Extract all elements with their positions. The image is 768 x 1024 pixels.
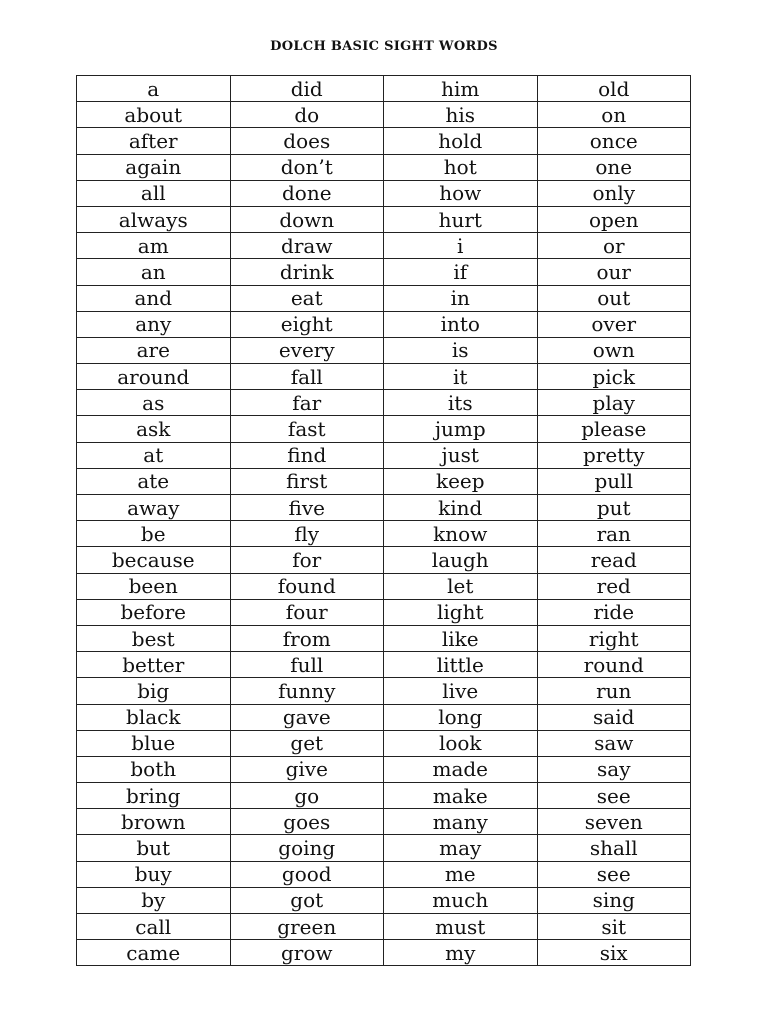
word-cell: but xyxy=(77,835,231,861)
word-cell: eat xyxy=(230,285,384,311)
word-cell: sing xyxy=(537,887,691,913)
word-cell: jump xyxy=(384,416,538,442)
word-cell: hot xyxy=(384,154,538,180)
word-cell: both xyxy=(77,756,231,782)
word-cell: far xyxy=(230,390,384,416)
word-cell: me xyxy=(384,861,538,887)
word-cell: must xyxy=(384,914,538,940)
word-cell: four xyxy=(230,599,384,625)
word-cell: goes xyxy=(230,809,384,835)
word-cell: is xyxy=(384,337,538,363)
word-cell: after xyxy=(77,128,231,154)
word-cell: sit xyxy=(537,914,691,940)
table-row xyxy=(77,128,691,154)
table-row xyxy=(77,730,691,756)
table-row xyxy=(77,521,691,547)
word-cell: shall xyxy=(537,835,691,861)
word-cell: brown xyxy=(77,809,231,835)
table-row xyxy=(77,678,691,704)
word-cell: are xyxy=(77,337,231,363)
word-cell: all xyxy=(77,180,231,206)
table-row xyxy=(77,495,691,521)
word-cell: said xyxy=(537,704,691,730)
word-cell: by xyxy=(77,887,231,913)
word-cell: fly xyxy=(230,521,384,547)
table-row xyxy=(77,835,691,861)
word-cell: am xyxy=(77,233,231,259)
word-table-body xyxy=(77,76,691,966)
word-cell: buy xyxy=(77,861,231,887)
table-row xyxy=(77,390,691,416)
word-cell: only xyxy=(537,180,691,206)
word-cell: open xyxy=(537,206,691,232)
word-cell: please xyxy=(537,416,691,442)
word-cell: many xyxy=(384,809,538,835)
table-row xyxy=(77,337,691,363)
word-cell: blue xyxy=(77,730,231,756)
word-cell: his xyxy=(384,102,538,128)
word-cell: little xyxy=(384,652,538,678)
word-cell: laugh xyxy=(384,547,538,573)
table-row xyxy=(77,704,691,730)
word-cell: how xyxy=(384,180,538,206)
word-cell: just xyxy=(384,442,538,468)
word-cell: away xyxy=(77,495,231,521)
table-row xyxy=(77,259,691,285)
word-cell: for xyxy=(230,547,384,573)
word-cell: once xyxy=(537,128,691,154)
word-cell: in xyxy=(384,285,538,311)
word-cell: funny xyxy=(230,678,384,704)
word-cell: before xyxy=(77,599,231,625)
word-cell: saw xyxy=(537,730,691,756)
word-cell: long xyxy=(384,704,538,730)
table-row xyxy=(77,311,691,337)
word-cell: hold xyxy=(384,128,538,154)
word-cell: if xyxy=(384,259,538,285)
word-cell: draw xyxy=(230,233,384,259)
word-cell: or xyxy=(537,233,691,259)
word-cell: into xyxy=(384,311,538,337)
word-cell: found xyxy=(230,573,384,599)
word-cell: six xyxy=(537,940,691,966)
word-cell: as xyxy=(77,390,231,416)
word-cell: gave xyxy=(230,704,384,730)
word-cell: may xyxy=(384,835,538,861)
table-row xyxy=(77,468,691,494)
word-cell: first xyxy=(230,468,384,494)
word-cell: bring xyxy=(77,783,231,809)
word-cell: own xyxy=(537,337,691,363)
word-cell: read xyxy=(537,547,691,573)
word-cell: green xyxy=(230,914,384,940)
word-cell: came xyxy=(77,940,231,966)
word-cell: best xyxy=(77,625,231,651)
word-cell: put xyxy=(537,495,691,521)
table-row xyxy=(77,180,691,206)
word-cell: ran xyxy=(537,521,691,547)
word-cell: five xyxy=(230,495,384,521)
word-cell: black xyxy=(77,704,231,730)
word-cell: much xyxy=(384,887,538,913)
word-cell: been xyxy=(77,573,231,599)
word-cell: going xyxy=(230,835,384,861)
table-row xyxy=(77,652,691,678)
word-cell: pick xyxy=(537,364,691,390)
word-cell: an xyxy=(77,259,231,285)
word-cell: because xyxy=(77,547,231,573)
word-cell: kind xyxy=(384,495,538,521)
word-cell: it xyxy=(384,364,538,390)
word-cell: look xyxy=(384,730,538,756)
table-row xyxy=(77,416,691,442)
table-row xyxy=(77,914,691,940)
word-cell: every xyxy=(230,337,384,363)
word-cell: and xyxy=(77,285,231,311)
word-cell: pull xyxy=(537,468,691,494)
word-cell: at xyxy=(77,442,231,468)
word-cell: on xyxy=(537,102,691,128)
word-cell: down xyxy=(230,206,384,232)
table-row xyxy=(77,102,691,128)
table-row xyxy=(77,364,691,390)
table-row xyxy=(77,625,691,651)
word-cell: again xyxy=(77,154,231,180)
word-cell: know xyxy=(384,521,538,547)
word-cell: big xyxy=(77,678,231,704)
word-cell: any xyxy=(77,311,231,337)
word-cell: my xyxy=(384,940,538,966)
word-cell: give xyxy=(230,756,384,782)
word-cell: a xyxy=(77,76,231,102)
word-cell: got xyxy=(230,887,384,913)
word-cell: better xyxy=(77,652,231,678)
sight-words-table xyxy=(76,75,691,966)
word-cell: play xyxy=(537,390,691,416)
table-row xyxy=(77,599,691,625)
word-cell: from xyxy=(230,625,384,651)
word-cell: like xyxy=(384,625,538,651)
word-cell: its xyxy=(384,390,538,416)
word-cell: old xyxy=(537,76,691,102)
word-cell: seven xyxy=(537,809,691,835)
table-row xyxy=(77,76,691,102)
word-cell: ate xyxy=(77,468,231,494)
table-row xyxy=(77,285,691,311)
word-cell: do xyxy=(230,102,384,128)
table-row xyxy=(77,206,691,232)
word-cell: him xyxy=(384,76,538,102)
word-cell: full xyxy=(230,652,384,678)
word-cell: good xyxy=(230,861,384,887)
word-cell: over xyxy=(537,311,691,337)
word-cell: round xyxy=(537,652,691,678)
table-row xyxy=(77,783,691,809)
word-cell: our xyxy=(537,259,691,285)
table-row xyxy=(77,442,691,468)
word-cell: right xyxy=(537,625,691,651)
word-cell: drink xyxy=(230,259,384,285)
word-cell: out xyxy=(537,285,691,311)
word-cell: hurt xyxy=(384,206,538,232)
word-cell: make xyxy=(384,783,538,809)
word-cell: run xyxy=(537,678,691,704)
word-cell: get xyxy=(230,730,384,756)
table-row xyxy=(77,573,691,599)
table-row xyxy=(77,861,691,887)
word-cell: grow xyxy=(230,940,384,966)
word-cell: about xyxy=(77,102,231,128)
table-row xyxy=(77,809,691,835)
word-cell: fast xyxy=(230,416,384,442)
word-cell: pretty xyxy=(537,442,691,468)
word-cell: keep xyxy=(384,468,538,494)
word-cell: i xyxy=(384,233,538,259)
word-cell: done xyxy=(230,180,384,206)
word-cell: one xyxy=(537,154,691,180)
word-cell: made xyxy=(384,756,538,782)
word-cell: find xyxy=(230,442,384,468)
table-row xyxy=(77,756,691,782)
word-cell: does xyxy=(230,128,384,154)
word-cell: did xyxy=(230,76,384,102)
table-row xyxy=(77,887,691,913)
word-cell: around xyxy=(77,364,231,390)
word-cell: red xyxy=(537,573,691,599)
word-cell: eight xyxy=(230,311,384,337)
word-cell: say xyxy=(537,756,691,782)
word-cell: let xyxy=(384,573,538,599)
table-row xyxy=(77,154,691,180)
word-cell: see xyxy=(537,783,691,809)
word-cell: always xyxy=(77,206,231,232)
table-row xyxy=(77,940,691,966)
word-cell: live xyxy=(384,678,538,704)
table-row xyxy=(77,547,691,573)
word-cell: be xyxy=(77,521,231,547)
word-cell: light xyxy=(384,599,538,625)
page-title: DOLCH BASIC SIGHT WORDS xyxy=(270,39,498,54)
word-cell: don’t xyxy=(230,154,384,180)
word-cell: call xyxy=(77,914,231,940)
word-cell: fall xyxy=(230,364,384,390)
table-row xyxy=(77,233,691,259)
word-cell: ask xyxy=(77,416,231,442)
word-cell: ride xyxy=(537,599,691,625)
word-cell: go xyxy=(230,783,384,809)
word-cell: see xyxy=(537,861,691,887)
